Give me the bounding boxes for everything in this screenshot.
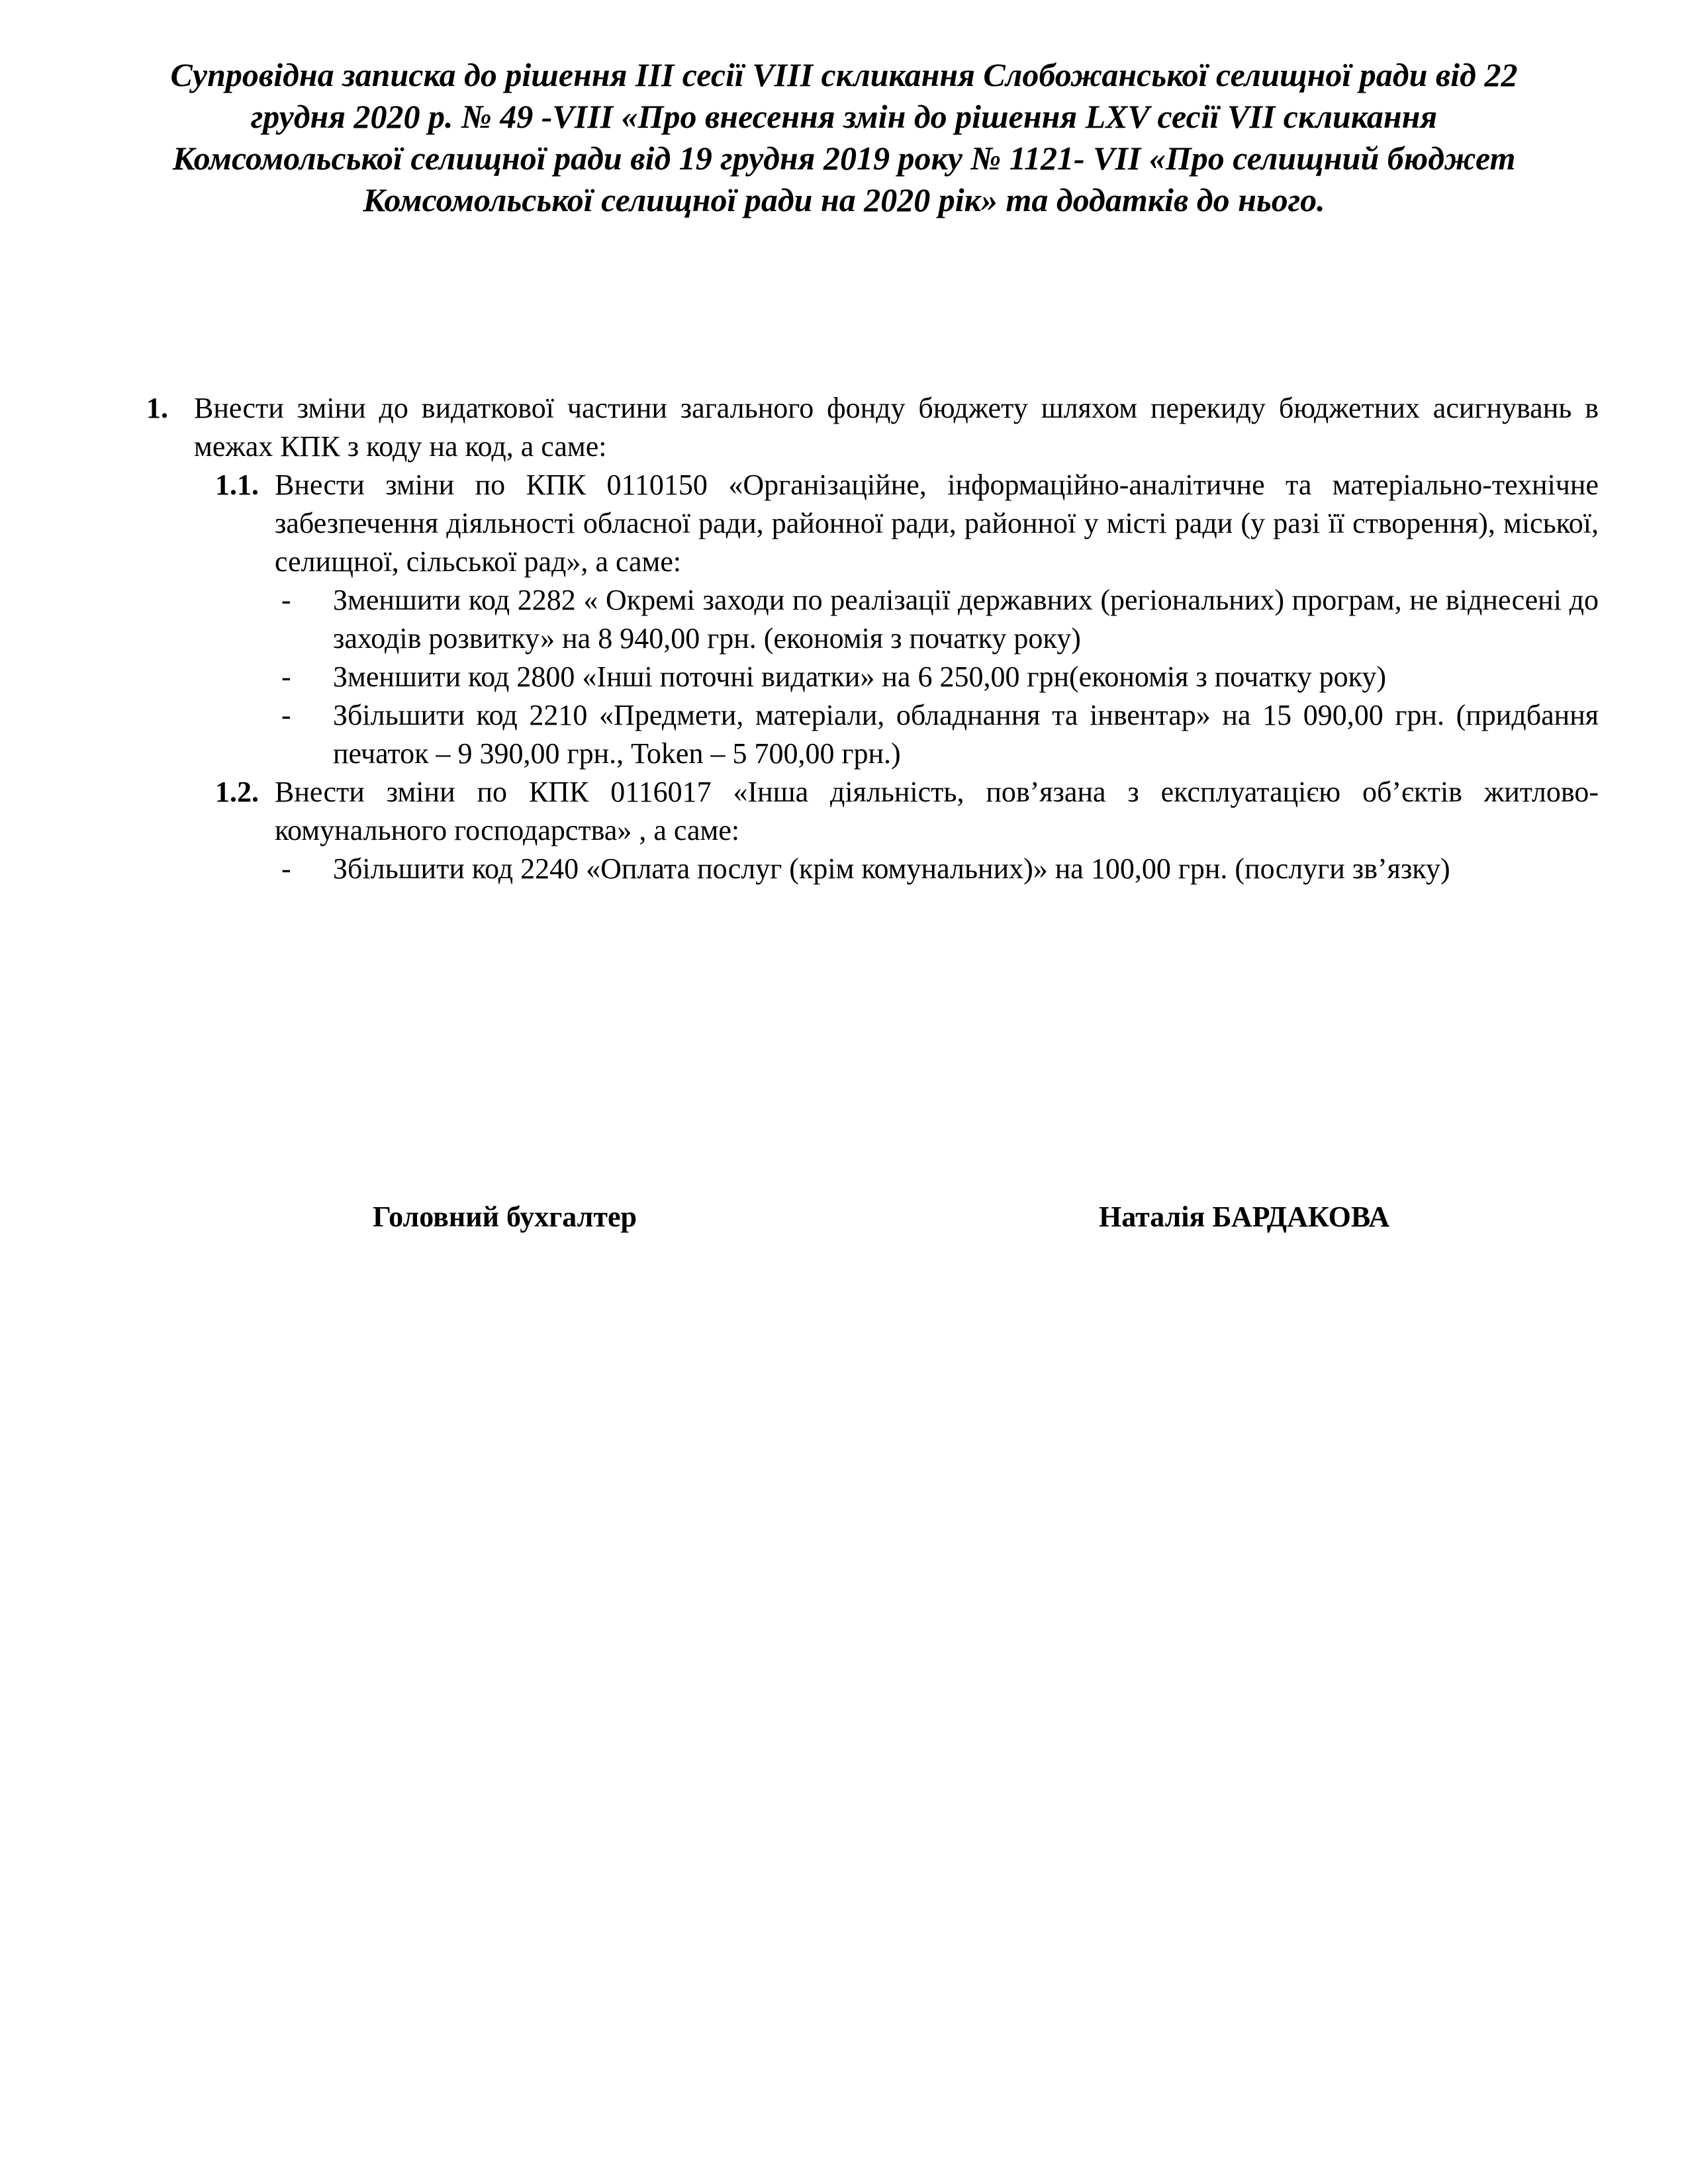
bullet-marker: -	[281, 699, 291, 731]
bullet-item	[142, 581, 1599, 658]
subitem-text: Внести зміни по КПК 0116017 «Інша діяльність, пов’язана з експлуатацією об’єктів житлово-комунального господарства» , а саме:	[275, 776, 1599, 846]
bullet-text: Збільшити код 2210 «Предмети, матеріали, обладнання та інвентар» на 15 090,00 грн. (придбання печаток – 9 390,00 грн., Token – 5 700,00 грн.)	[333, 699, 1599, 770]
bullet-marker: -	[281, 852, 291, 885]
bullet-marker: -	[281, 660, 291, 693]
document-title: Супровідна записка до рішення III сесії VIII скликання Слобожанської селищної ради від 22 грудня 2020 р. № 49 -VIII «Про внесення змін до рішення LXV сесії VII скликання Комсомольської селищної ради від 19 грудня 2019 року № 1121- VII «Про селищний бюджет Комсомольської селищної ради на 2020 рік» та додатків до нього.	[170, 56, 1518, 218]
subitem-text: Внести зміни по КПК 0110150 «Організаційне, інформаційно-аналітичне та матеріально-технічне забезпечення діяльності обласної ради, районної ради, районної у місті ради (у разі її створення), міської, селищної, сільської рад», а саме:	[275, 469, 1599, 578]
subitem-number: 1.2.	[215, 776, 259, 808]
bullet-text: Збільшити код 2240 «Оплата послуг (крім комунальних)» на 100,00 грн. (послуги зв’язку)	[333, 852, 1450, 885]
bullet-item	[142, 658, 1599, 696]
list-item-1-2	[142, 773, 1599, 850]
signature-position: Головний бухгалтер	[373, 1201, 637, 1233]
bullet-text: Зменшити код 2800 «Інші поточні видатки» на 6 250,00 грн(економія з початку року)	[333, 660, 1387, 693]
bullet-item	[142, 696, 1599, 773]
subitem-number: 1.1.	[215, 469, 259, 501]
item-number: 1.	[146, 392, 168, 424]
list-item-1	[142, 389, 1599, 466]
bullet-marker: -	[281, 584, 291, 616]
signature-name: Наталія БАРДАКОВА	[1099, 1201, 1390, 1233]
list-item-1-1	[142, 466, 1599, 581]
bullet-text: Зменшити код 2282 « Окремі заходи по реалізації державних (регіональних) програм, не віднесені до заходів розвитку» на 8 940,00 грн. (економія з початку року)	[333, 584, 1599, 655]
item-text: Внести зміни до видаткової частини загального фонду бюджету шляхом перекиду бюджетних асигнувань в межах КПК з коду на код, а саме:	[194, 392, 1599, 463]
amendments-list	[142, 389, 1599, 888]
bullet-item	[142, 850, 1599, 888]
